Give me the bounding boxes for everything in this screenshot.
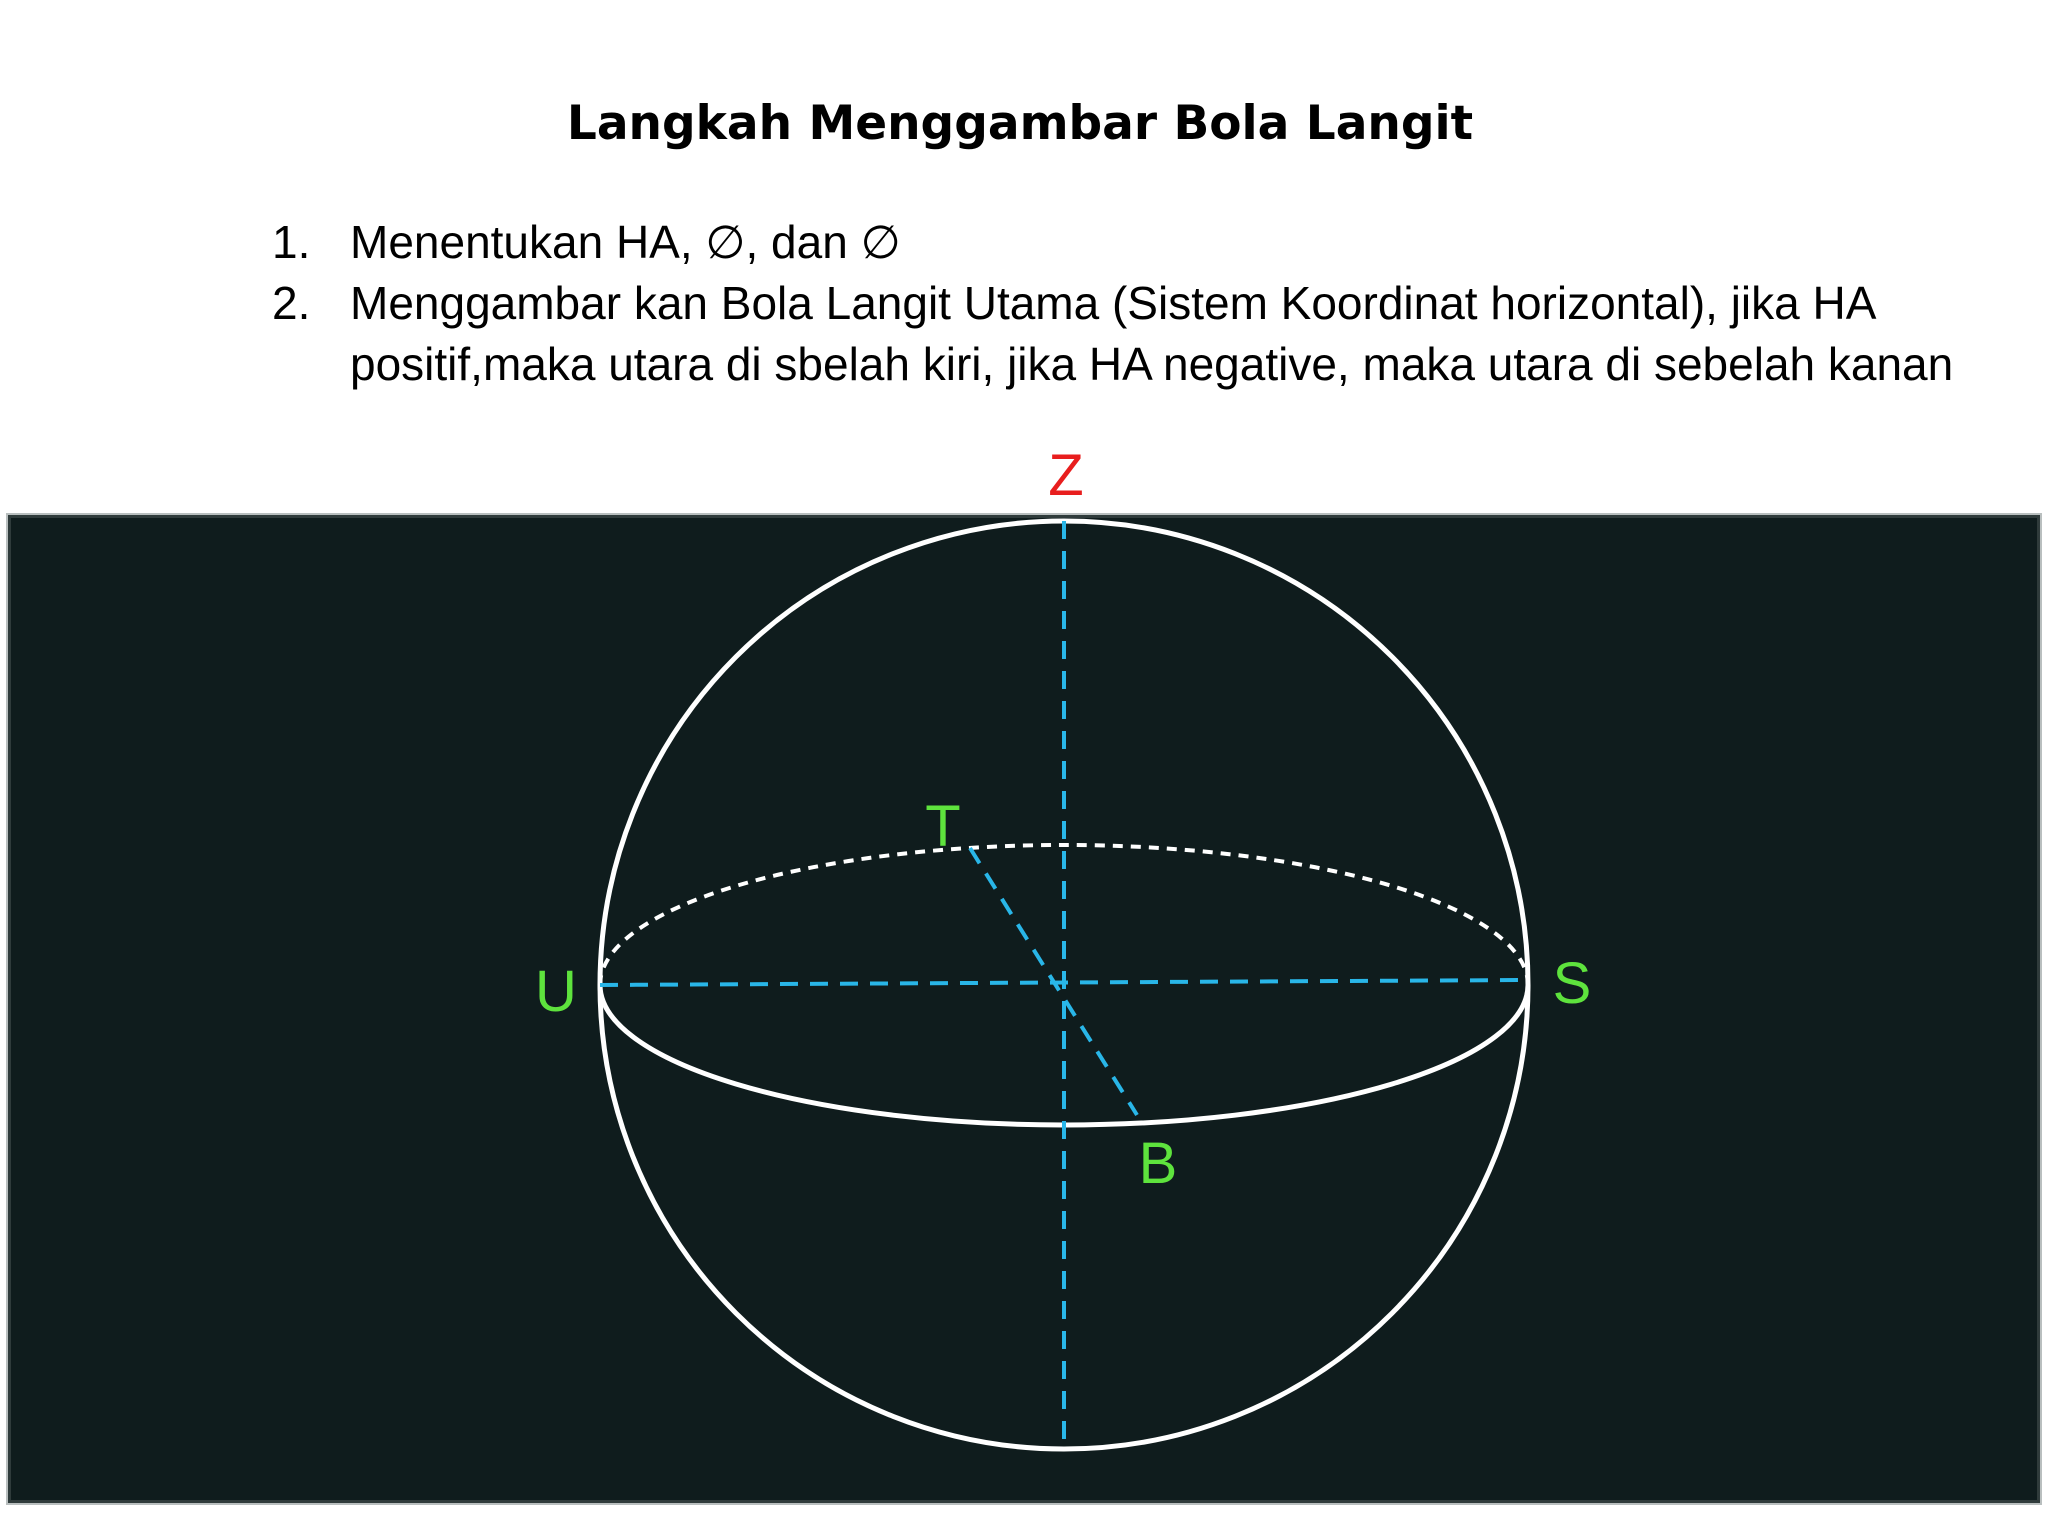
north-south-axis: [600, 980, 1528, 985]
slide-title: Langkah Menggambar Bola Langit: [566, 96, 1474, 151]
north-label: U: [535, 959, 577, 1024]
step-text: Menggambar kan Bola Langit Utama (Sistem Koordinat horizontal), jika HA positif,maka utara di sbelah kiri, jika HA negative, maka utara di sebelah kanan: [350, 277, 1954, 390]
step-number: 2.: [272, 277, 311, 329]
step-text: Menentukan HA, ∅, dan ∅: [350, 216, 901, 268]
zenith-label: Z: [1048, 443, 1084, 508]
west-label: B: [1138, 1131, 1178, 1196]
south-label: S: [1552, 951, 1592, 1016]
east-label: T: [925, 794, 961, 859]
step-number: 1.: [272, 216, 311, 268]
